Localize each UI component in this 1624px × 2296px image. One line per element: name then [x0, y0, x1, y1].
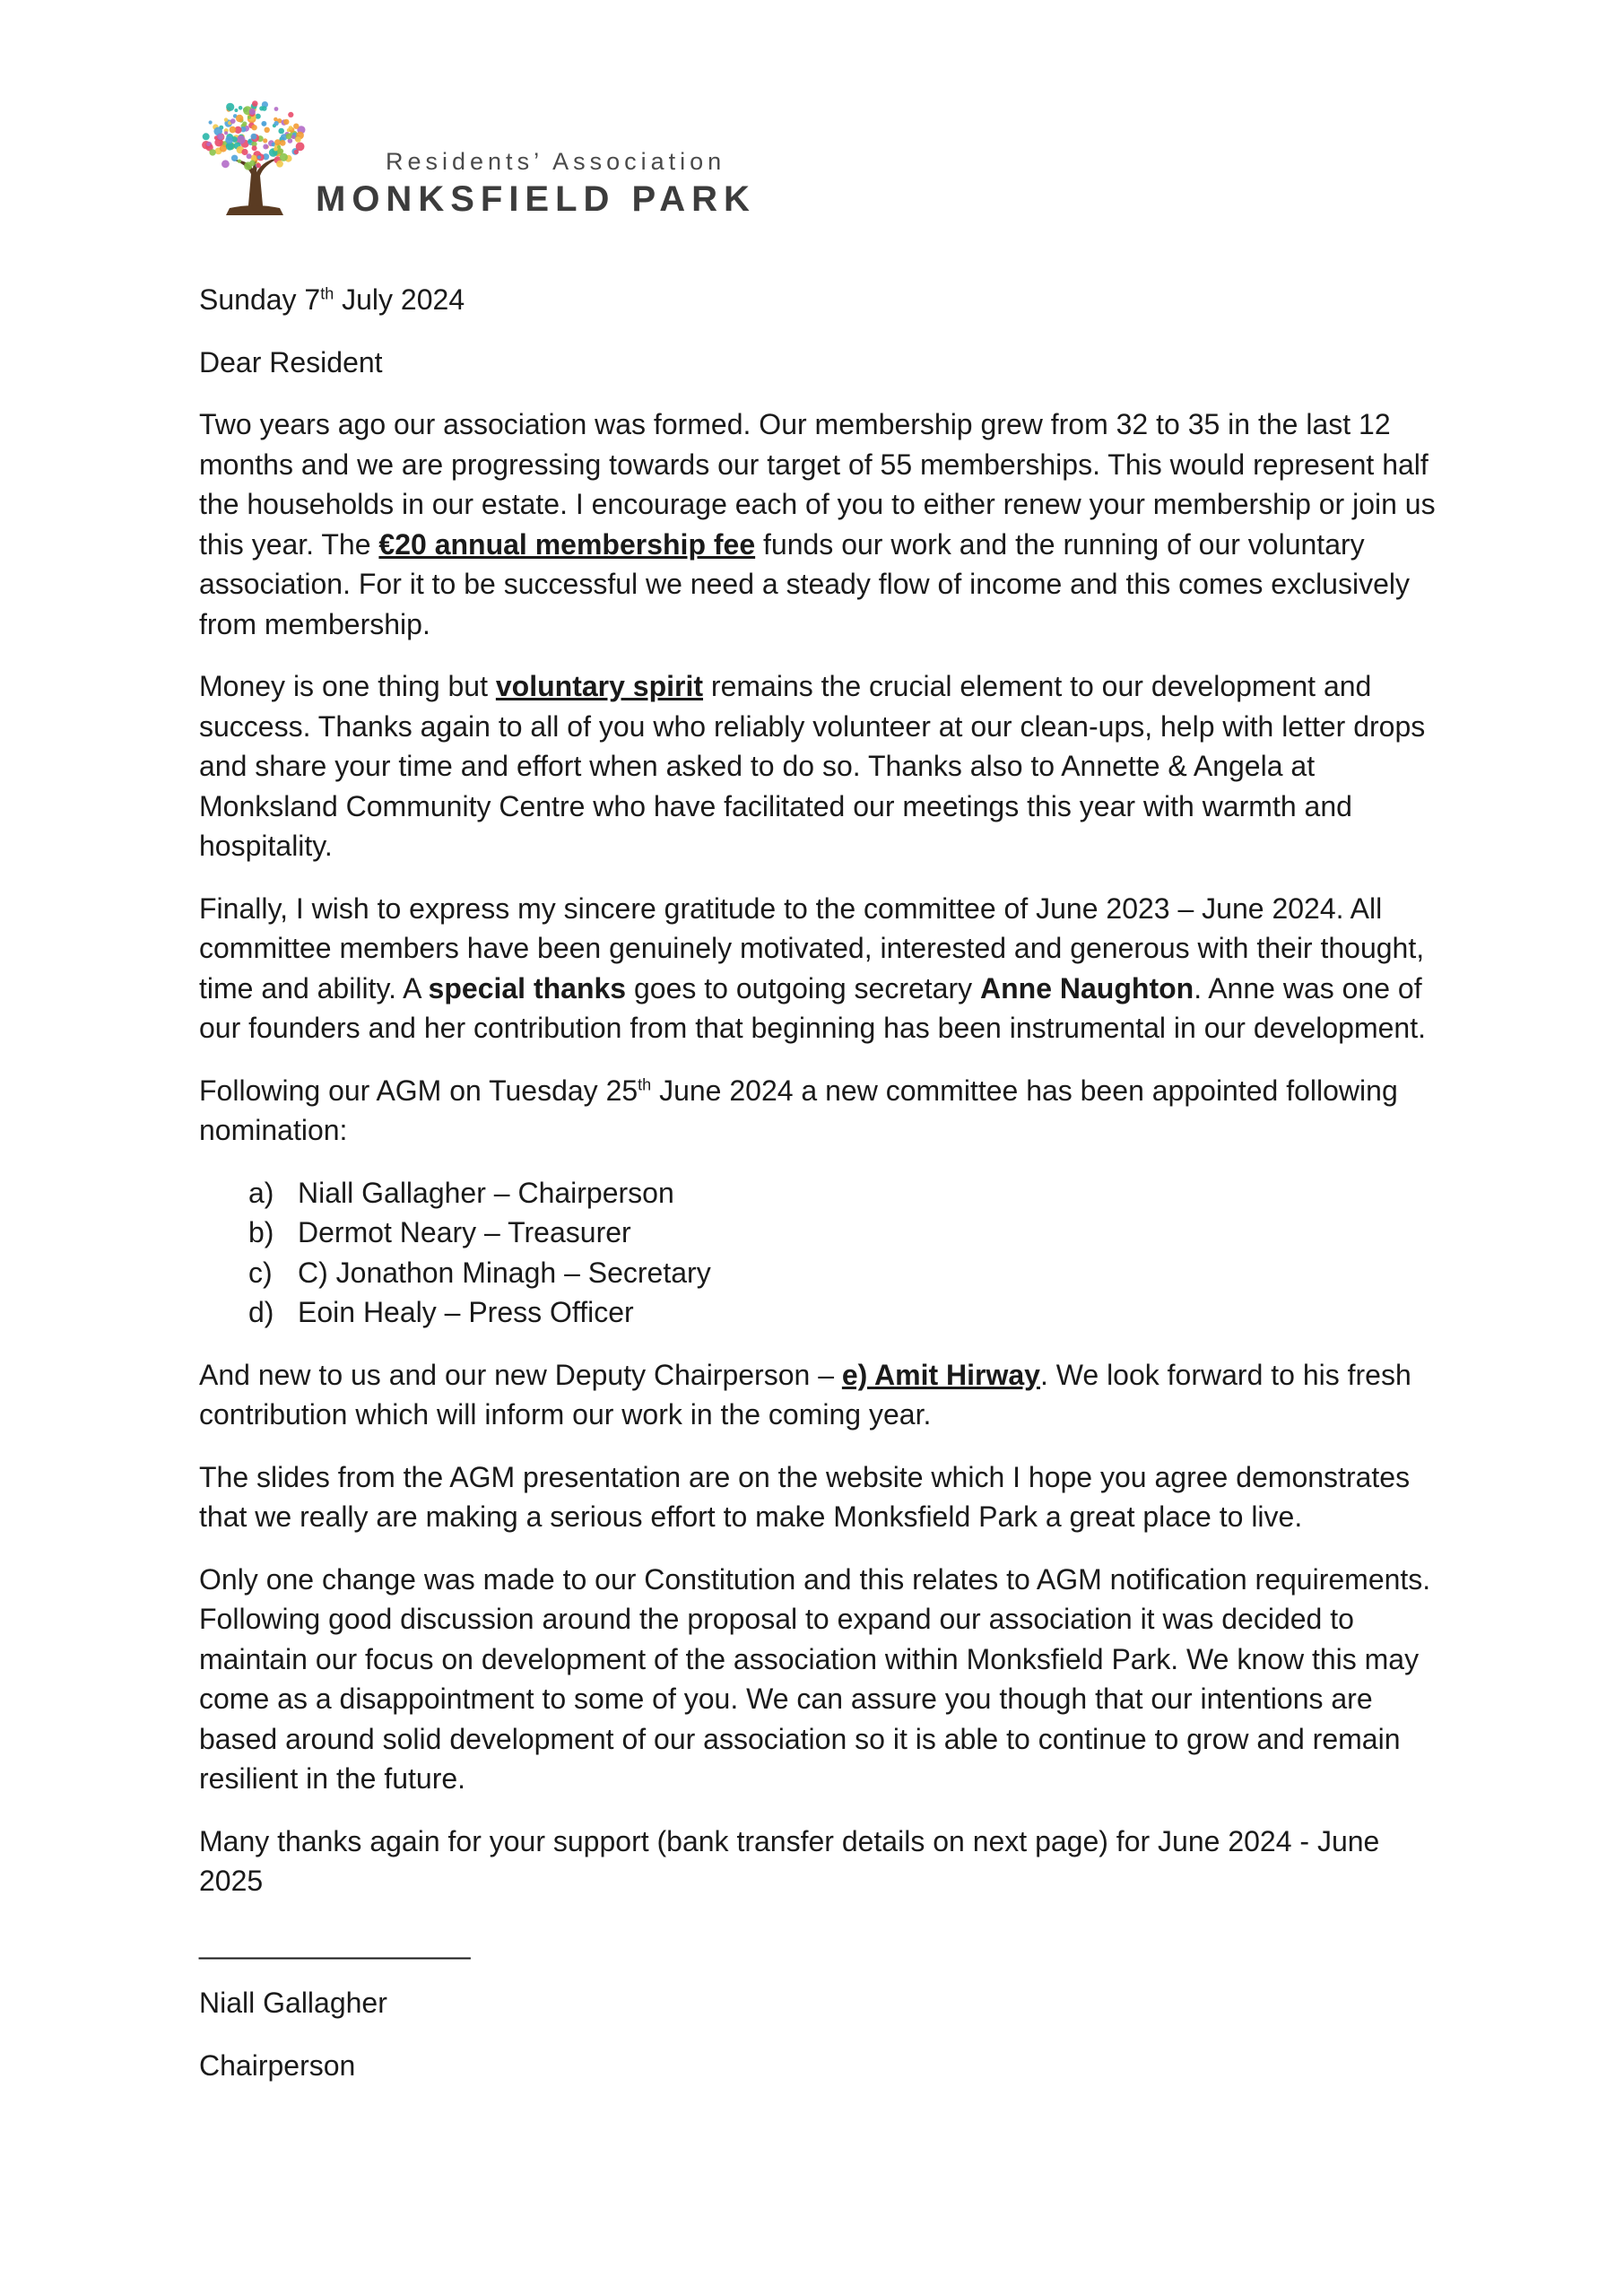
deputy-name-highlight: e) Amit Hirway	[841, 1358, 1040, 1391]
signature-line: _________________	[199, 1926, 471, 1960]
paragraph-agm: Following our AGM on Tuesday 25th June 2024 a new committee has been appointed following nomination:	[199, 1074, 1398, 1146]
tree-logo-icon	[199, 100, 308, 215]
letter-body	[199, 280, 1446, 2108]
logo-subtitle: Residents’ Association	[386, 148, 726, 175]
paragraph-volunteering: Money is one thing but voluntary spirit remains the crucial element to our development and success. Thanks again to all of you who reliably volunteer at our clean-ups, help with letter drops and share your time and effort when asked to do so. Thanks also to Annette & Angela at Monksland Community Centre who have facilitated our meetings this year with warmth and hospitality.	[199, 670, 1426, 862]
list-item: d) Eoin Healy – Press Officer	[248, 1296, 634, 1328]
salutation: Dear Resident	[199, 345, 383, 378]
paragraph-constitution: Only one change was made to our Constitution and this relates to AGM notification requirements. Following good discussion around the proposal to expand our association it was decided to maintain our focus on development of the association within Monksfield Park. We know this may come as a disappointment to some of you. We can assure you though that our intentions are based around solid development of our association so it is able to continue to grow and remain resilient in the future.	[199, 1562, 1431, 1795]
committee-list	[199, 1173, 1446, 1333]
paragraph-deputy: And new to us and our new Deputy Chairperson – e) Amit Hirway. We look forward to his fresh contribution which will inform our work in the coming year.	[199, 1358, 1411, 1431]
association-logo	[199, 100, 756, 219]
letter-date: Sunday 7th July 2024	[199, 283, 465, 316]
paragraph-closing: Many thanks again for your support (bank transfer details on next page) for June 2024 - June 2025	[199, 1824, 1380, 1897]
list-item: c) C) Jonathon Minagh – Secretary	[248, 1256, 711, 1289]
paragraph-committee-thanks: Finally, I wish to express my sincere gratitude to the committee of June 2023 – June 2024. All committee members have been genuinely motivated, interested and generous with their thought, time and ability. A special thanks goes to outgoing secretary Anne Naughton. Anne was one of our founders and her contribution from that beginning has been instrumental in our development.	[199, 891, 1426, 1044]
signatory-title: Chairperson	[199, 2048, 356, 2082]
list-item: b) Dermot Neary – Treasurer	[248, 1216, 631, 1248]
logo-name: MONKSFIELD PARK	[316, 179, 756, 219]
list-item: a) Niall Gallagher – Chairperson	[248, 1176, 674, 1209]
voluntary-spirit-highlight: voluntary spirit	[495, 670, 704, 702]
membership-fee-highlight: €20 annual membership fee	[378, 527, 756, 561]
signatory-name: Niall Gallagher	[199, 1987, 387, 2019]
paragraph-slides: The slides from the AGM presentation are on the website which I hope you agree demonstrates that we really are making a serious effort to make Monksfield Park a great place to live.	[199, 1460, 1411, 1533]
paragraph-membership: Two years ago our association was formed. Our membership grew from 32 to 35 in the last 12 months and we are progressing towards our target of 55 memberships. This would represent half the households in our estate. I encourage each of you to either renew your membership or join us this year. The €20 annual membership fee funds our work and the running of our voluntary association. For it to be successful we need a steady flow of income and this comes exclusively from membership.	[199, 408, 1436, 640]
